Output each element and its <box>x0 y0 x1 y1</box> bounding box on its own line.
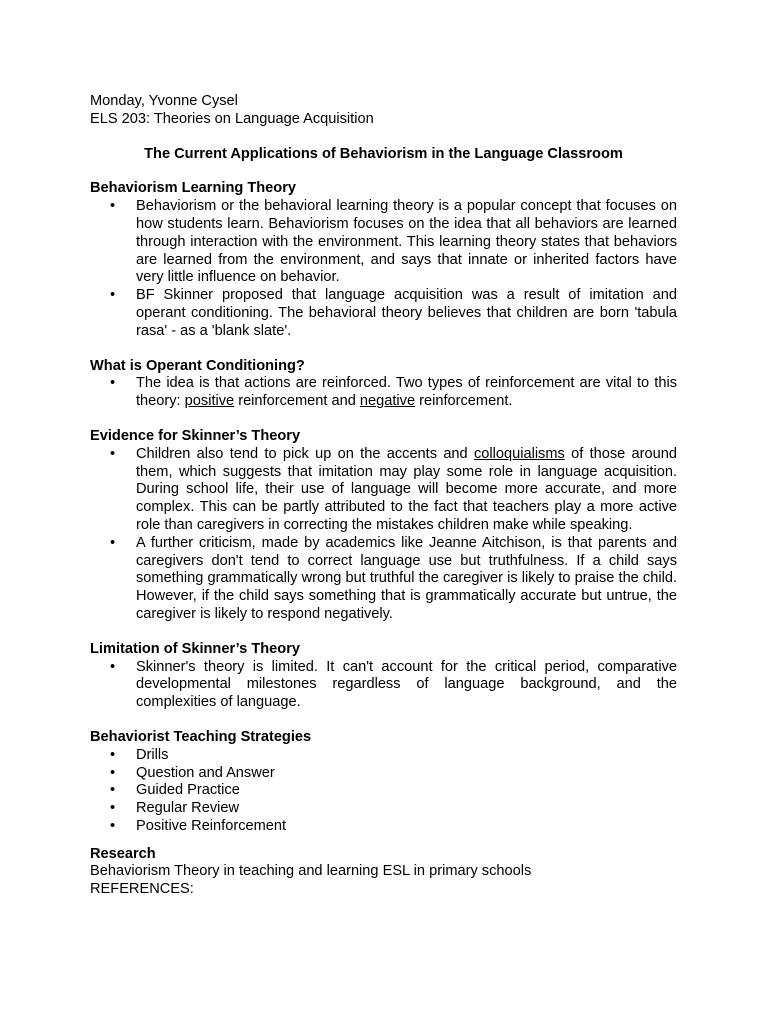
section-heading: Behaviorist Teaching Strategies <box>90 728 312 745</box>
document-title: The Current Applications of Behaviorism in the Language Classroom <box>144 145 623 162</box>
section-heading: Behaviorism Learning Theory <box>90 180 296 197</box>
bullet-list <box>90 659 677 712</box>
section-research <box>90 846 677 899</box>
list-item-text: Guided Practice <box>136 782 240 799</box>
list-item-text-pre: The idea is that actions are reinforced. Two types of reinforcement are vital to this theory: <box>136 375 677 410</box>
list-item-text: A further criticism, made by academics like Jeanne Aitchison, is that parents and caregivers don't tend to correct language use but truthfulness. If a child says something grammatically wrong but truthful the caregiver is likely to praise the child. However, if the child says something that is grammatically accurate but untrue, the caregiver is likely to respond negatively. <box>136 534 677 622</box>
document-page <box>90 93 677 916</box>
list-item <box>90 446 677 535</box>
bullet-list <box>90 446 677 624</box>
bullet-icon: • <box>110 746 116 763</box>
section-learning-theory <box>90 180 677 340</box>
list-item-text: Positive Reinforcement <box>136 817 287 834</box>
list-item-text: Regular Review <box>136 800 240 817</box>
underlined-term: positive <box>184 393 235 410</box>
section-evidence <box>90 428 677 624</box>
list-item-text: Skinner's theory is limited. It can't account for the critical period, comparative developmental milestones regardless of language background, and the complexities of language. <box>136 658 677 711</box>
list-item-text: BF Skinner proposed that language acquisition was a result of imitation and operant conditioning. The behavioral theory believes that children are born 'tabula rasa' - as a 'blank slate'. <box>136 287 677 339</box>
section-heading: Research <box>90 845 156 862</box>
list-item-text-pre: Children also tend to pick up on the accents and <box>136 445 474 462</box>
references-label: REFERENCES: <box>90 881 194 898</box>
bullet-icon: • <box>110 534 116 551</box>
section-heading: What is Operant Conditioning? <box>90 357 305 374</box>
list-item-text-mid: reinforcement and <box>234 393 360 410</box>
list-item-text: Drills <box>136 746 169 763</box>
section-heading: Limitation of Skinner’s Theory <box>90 640 301 657</box>
bullet-icon: • <box>110 800 116 817</box>
list-item <box>90 818 677 836</box>
bullet-list <box>90 375 677 411</box>
list-item-text-post: reinforcement. <box>415 393 513 410</box>
bullet-icon: • <box>110 198 116 215</box>
underlined-term: colloquialisms <box>473 445 565 462</box>
list-item-text-post: of those around them, which suggests that imitation may play some role in language acquisition. During school life, their use of language will become more accurate, and more complex. This can be partly attributed to the fact that teachers play a more active role than caregivers in correcting the mistakes children make while speaking. <box>136 445 677 533</box>
bullet-list <box>90 198 677 340</box>
list-item <box>90 659 677 712</box>
list-item <box>90 287 677 340</box>
section-heading: Evidence for Skinner’s Theory <box>90 427 301 444</box>
bullet-icon: • <box>110 817 116 834</box>
list-item-text: Behaviorism or the behavioral learning theory is a popular concept that focuses on how students learn. Behaviorism focuses on the idea that all behaviors are learned through interaction with the environment. This learning theory states that behaviors are learned from the environment, and says that innate or inherited factors have very little influence on behavior. <box>136 198 677 286</box>
bullet-icon: • <box>110 445 116 462</box>
bullet-icon: • <box>110 782 116 799</box>
research-line: Behaviorism Theory in teaching and learning ESL in primary schools <box>90 863 532 880</box>
list-item-text: Question and Answer <box>136 764 275 781</box>
course-line: ELS 203: Theories on Language Acquisition <box>90 110 374 127</box>
bullet-icon: • <box>110 658 116 675</box>
list-item <box>90 535 677 624</box>
list-item <box>90 198 677 287</box>
section-operant-conditioning <box>90 358 677 411</box>
list-item <box>90 747 677 765</box>
section-limitation <box>90 641 677 712</box>
list-item <box>90 800 677 818</box>
bullet-icon: • <box>110 287 116 304</box>
bullet-list <box>90 747 677 836</box>
list-item <box>90 375 677 411</box>
list-item <box>90 782 677 800</box>
bullet-icon: • <box>110 375 116 392</box>
section-strategies <box>90 729 677 836</box>
underlined-term: negative <box>359 393 416 410</box>
list-item <box>90 765 677 783</box>
bullet-icon: • <box>110 764 116 781</box>
author-line: Monday, Yvonne Cysel <box>90 93 238 109</box>
